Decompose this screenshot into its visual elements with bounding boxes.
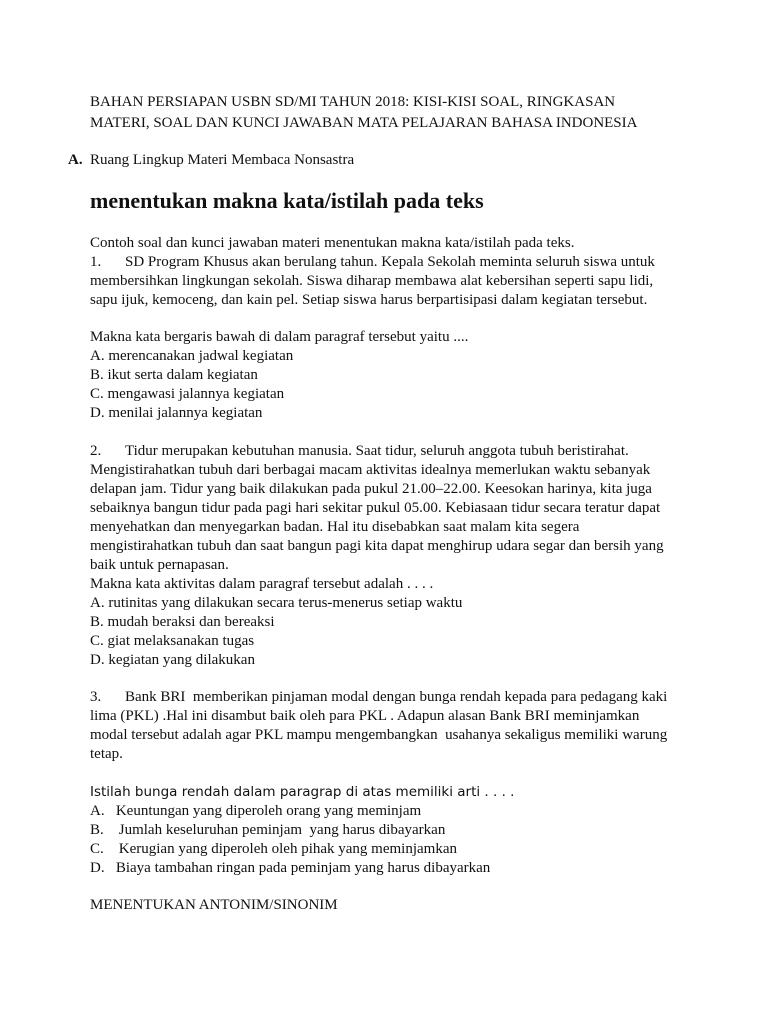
next-section-heading: MENENTUKAN ANTONIM/SINONIM xyxy=(90,897,338,913)
q3-line-4: tetap. xyxy=(90,746,123,762)
q3-line-2: lima (PKL) .Hal ini disambut baik oleh para PKL . Adapun alasan Bank BRI meminjamkan xyxy=(90,708,640,724)
q2-line-4: sebaiknya bangun tidur pada pagi hari sekitar pukul 05.00. Kebiasaan tidur secara teratur dapat xyxy=(90,500,661,516)
q3-number: 3. xyxy=(90,689,102,705)
topic-heading: menentukan makna kata/istilah pada teks xyxy=(90,188,484,213)
q1-line-3: sapu ijuk, kemoceng, dan kain pel. Setiap siswa harus berpartisipasi dalam kegiatan tersebut. xyxy=(90,292,648,308)
q1-option-a: A. merencanakan jadwal kegiatan xyxy=(90,348,294,364)
q3-line-3: modal tersebut adalah agar PKL mampu mengembangkan usahanya sekaligus memiliki warung xyxy=(90,727,668,743)
intro-text: Contoh soal dan kunci jawaban materi menentukan makna kata/istilah pada teks. xyxy=(90,235,575,251)
q2-line-1: 2. Tidur merupakan kebutuhan manusia. Saat tidur, seluruh anggota tubuh beristirahat. xyxy=(90,443,629,459)
q3-option-a: A. Keuntungan yang diperoleh orang yang meminjam xyxy=(90,803,422,819)
q2-line-6: mengistirahatkan tubuh dan saat bangun pagi kita dapat menghirup udara segar dan bersih yang xyxy=(90,538,664,554)
section-letter: A. xyxy=(68,152,83,168)
q2-question: Makna kata aktivitas dalam paragraf tersebut adalah . . . . xyxy=(90,576,434,592)
section-title: Ruang Lingkup Materi Membaca Nonsastra xyxy=(90,152,355,168)
q3-option-c: C. Kerugian yang diperoleh oleh pihak yang meminjamkan xyxy=(90,841,457,857)
q3-line-1: 3. Bank BRI memberikan pinjaman modal dengan bunga rendah kepada para pedagang kaki xyxy=(90,689,668,705)
q1-number: 1. xyxy=(90,254,102,270)
q2-line-7: baik untuk pernapasan. xyxy=(90,557,229,573)
q2-option-c: C. giat melaksanakan tugas xyxy=(90,633,255,649)
q1-option-c: C. mengawasi jalannya kegiatan xyxy=(90,386,285,402)
q2-line-3: delapan jam. Tidur yang baik dilakukan pada pukul 21.00–22.00. Keesokan harinya, kita juga xyxy=(90,481,652,497)
q2-line-2: Mengistirahatkan tubuh dari berbagai macam aktivitas idealnya memerlukan waktu sebanyak xyxy=(90,462,651,478)
q3-option-d: D. Biaya tambahan ringan pada peminjam yang harus dibayarkan xyxy=(90,860,491,876)
q1-question: Makna kata bergaris bawah di dalam paragraf tersebut yaitu .... xyxy=(90,329,469,345)
q1-line-1: 1. SD Program Khusus akan berulang tahun. Kepala Sekolah meminta seluruh siswa untuk xyxy=(90,254,655,270)
q2-option-a: A. rutinitas yang dilakukan secara terus-menerus setiap waktu xyxy=(90,595,463,611)
doc-title-line-1: BAHAN PERSIAPAN USBN SD/MI TAHUN 2018: KISI-KISI SOAL, RINGKASAN xyxy=(90,94,616,110)
q2-option-b: B. mudah beraksi dan bereaksi xyxy=(90,614,275,630)
q3-question: Istilah bunga rendah dalam paragrap di atas memiliki arti . . . . xyxy=(90,784,515,800)
doc-title-line-2: MATERI, SOAL DAN KUNCI JAWABAN MATA PELAJARAN BAHASA INDONESIA xyxy=(90,115,638,131)
q1-line-2: membersihkan lingkungan sekolah. Siswa diharap membawa alat kebersihan seperti sapu lidi, xyxy=(90,273,654,289)
q1-option-b: B. ikut serta dalam kegiatan xyxy=(90,367,258,383)
q3-option-b: B. Jumlah keseluruhan peminjam yang harus dibayarkan xyxy=(90,822,446,838)
q2-line-5: menyehatkan dan menyegarkan badan. Hal itu disebabkan saat malam kita segera xyxy=(90,519,580,535)
q2-option-d: D. kegiatan yang dilakukan xyxy=(90,652,255,668)
q1-option-d: D. menilai jalannya kegiatan xyxy=(90,405,263,421)
q2-number: 2. xyxy=(90,443,102,459)
